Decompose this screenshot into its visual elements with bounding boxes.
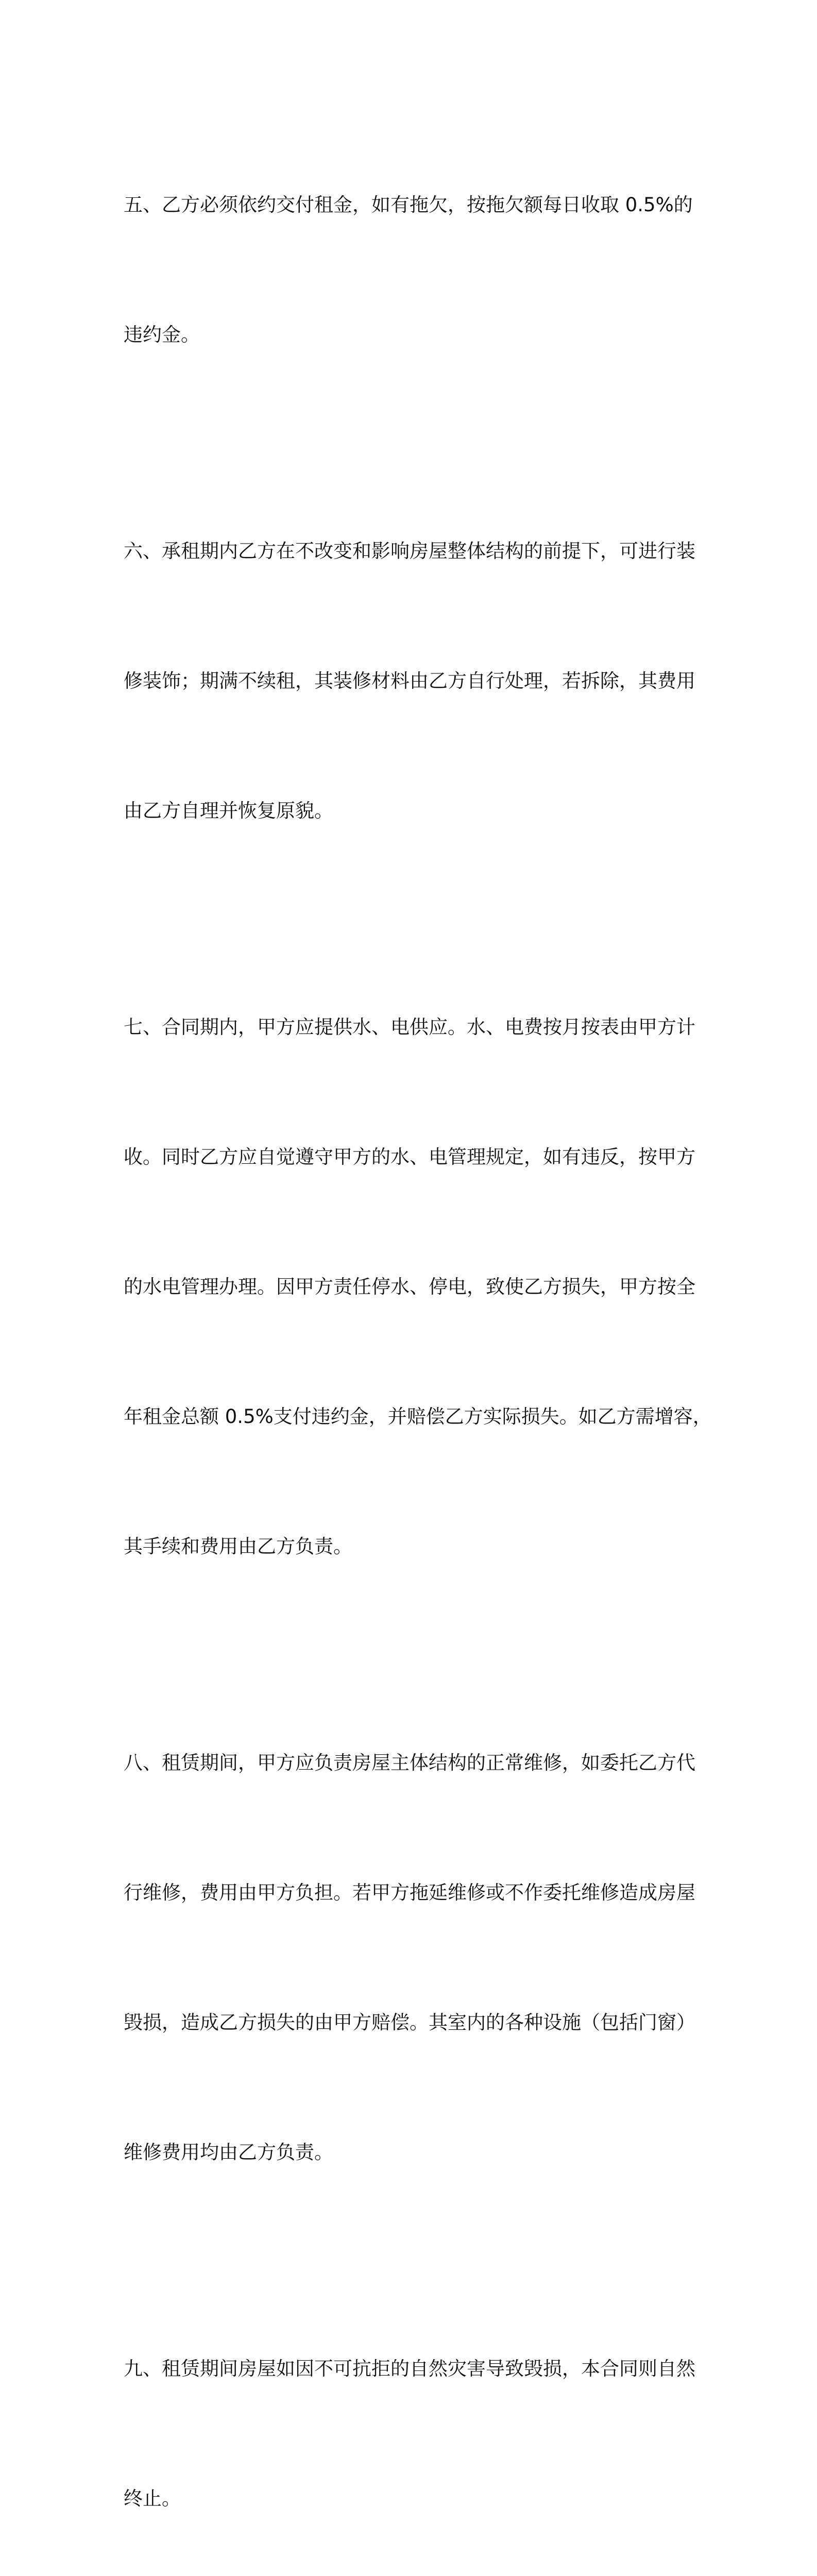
text-line: 行维修，费用由甲方负担。若甲方拖延维修或不作委托维修造成房屋 [124,1882,695,1904]
text-line: 五、乙方必须依约交付租金，如有拖欠，按拖欠额每日收取 0.5%的 [124,194,693,216]
text-line: 收。同时乙方应自觉遵守甲方的水、电管理规定，如有违反，按甲方 [124,1146,695,1168]
text-line: 的水电管理办理。因甲方责任停水、停电，致使乙方损失，甲方按全 [124,1276,695,1298]
text-line: 七、合同期内，甲方应提供水、电供应。水、电费按月按表由甲方计 [124,1016,695,1038]
text-line: 六、承租期内乙方在不改变和影响房屋整体结构的前提下，可进行装 [124,540,695,562]
text-line: 年租金总额 0.5%支付违约金，并赔偿乙方实际损失。如乙方需增容， [124,1405,712,1428]
text-line: 八、租赁期间，甲方应负责房屋主体结构的正常维修，如委托乙方代 [124,1752,695,1774]
text-line: 九、租赁期间房屋如因不可抗拒的自然灾害导致毁损，本合同则自然 [124,2358,695,2380]
contract-body [124,97,712,2576]
clause-6 [124,443,701,919]
text-line: 维修费用均由乙方负责。 [124,2141,333,2163]
text-line: 违约金。 [124,324,200,346]
clause-8 [124,1655,701,2261]
clause-5 [124,97,701,443]
text-line: 毁损，造成乙方损失的由甲方赔偿。其室内的各种设施（包括门窗） [124,2011,695,2033]
text-line: 终止。 [124,2487,181,2510]
clause-9 [124,2261,701,2576]
clause-7 [124,919,712,1655]
text-line: 其手续和费用由乙方负责。 [124,1535,352,1557]
text-line: 由乙方自理并恢复原貌。 [124,800,333,822]
text-line: 修装饰；期满不续租，其装修材料由乙方自行处理，若拆除，其费用 [124,670,695,692]
